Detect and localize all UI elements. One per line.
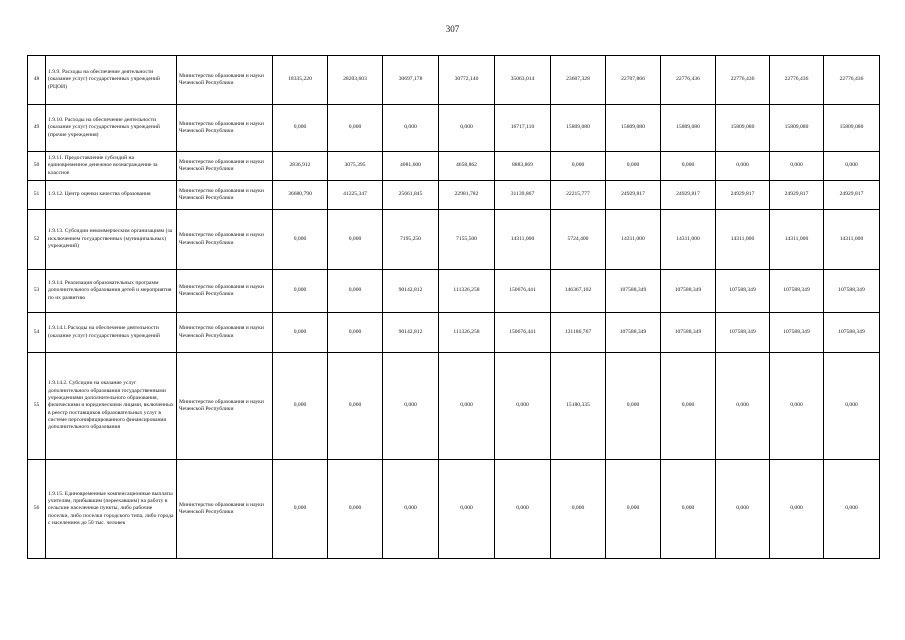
- funding-value: 0,000: [439, 105, 495, 152]
- funding-value: 0,000: [824, 460, 880, 559]
- row-number: 56: [28, 460, 46, 559]
- funding-value: 14311,000: [770, 210, 824, 270]
- activity-name: 1.9.14. Реализация образовательных программ дополнительного образования детей и мероприятия по их развитию: [46, 270, 177, 313]
- funding-value: 107588,349: [661, 313, 716, 353]
- funding-value: 0,000: [383, 105, 439, 152]
- funding-value: 0,000: [328, 353, 383, 460]
- funding-value: 14311,000: [661, 210, 716, 270]
- funding-value: 0,000: [495, 353, 551, 460]
- funding-value: 0,000: [716, 460, 770, 559]
- funding-value: 24929,817: [716, 181, 770, 210]
- funding-value: 35063,014: [495, 56, 551, 105]
- funding-value: 22981,782: [439, 181, 495, 210]
- funding-value: 0,000: [328, 210, 383, 270]
- funding-value: 22776,436: [716, 56, 770, 105]
- funding-value: 15180,335: [551, 353, 606, 460]
- funding-value: 107588,349: [606, 313, 661, 353]
- funding-value: 107588,349: [824, 313, 880, 353]
- funding-value: 8883,869: [495, 152, 551, 181]
- funding-value: 0,000: [273, 460, 328, 559]
- page-number: 307: [445, 24, 460, 34]
- funding-value: 15809,080: [551, 105, 606, 152]
- funding-value: 0,000: [770, 152, 824, 181]
- funding-value: 15809,080: [770, 105, 824, 152]
- funding-value: 16717,110: [495, 105, 551, 152]
- funding-value: 0,000: [551, 152, 606, 181]
- activity-name: 1.9.15. Единовременные компенсационные выплаты учителям, прибывшим (переехавшим) на работу в сельские населенные пункты, либо рабочие поселки, либо поселки городского типа, либо города с населением до 50 тыс. человек: [46, 460, 177, 559]
- responsible-organization: Министерство образования и науки Чеченской Республики: [177, 460, 273, 559]
- funding-value: 107588,349: [606, 270, 661, 313]
- row-number: 51: [28, 181, 46, 210]
- funding-value: 14311,000: [606, 210, 661, 270]
- funding-value: 24929,817: [661, 181, 716, 210]
- funding-value: 90142,812: [383, 270, 439, 313]
- table-row: [28, 313, 880, 353]
- funding-value: 14311,000: [824, 210, 880, 270]
- funding-value: 0,000: [383, 353, 439, 460]
- funding-value: 107588,349: [770, 313, 824, 353]
- funding-value: 4081,600: [383, 152, 439, 181]
- funding-value: 24929,817: [770, 181, 824, 210]
- funding-value: 18335,220: [273, 56, 328, 105]
- funding-value: 0,000: [606, 353, 661, 460]
- row-number: 48: [28, 56, 46, 105]
- table-row: [28, 181, 880, 210]
- funding-value: 150676,441: [495, 270, 551, 313]
- funding-value: 0,000: [328, 105, 383, 152]
- row-number: 54: [28, 313, 46, 353]
- responsible-organization: Министерство образования и науки Чеченской Республики: [177, 105, 273, 152]
- budget-table: [27, 55, 880, 559]
- funding-value: 107588,349: [661, 270, 716, 313]
- funding-value: 0,000: [328, 313, 383, 353]
- funding-value: 0,000: [273, 270, 328, 313]
- funding-value: 22215,777: [551, 181, 606, 210]
- table-row: [28, 460, 880, 559]
- funding-value: 30697,178: [383, 56, 439, 105]
- funding-value: 36680,790: [273, 181, 328, 210]
- funding-value: 150676,441: [495, 313, 551, 353]
- table-row: [28, 270, 880, 313]
- funding-value: 23607,328: [551, 56, 606, 105]
- responsible-organization: Министерство образования и науки Чеченской Республики: [177, 210, 273, 270]
- funding-value: 0,000: [770, 460, 824, 559]
- funding-value: 5724,400: [551, 210, 606, 270]
- funding-value: 107588,349: [716, 270, 770, 313]
- row-number: 50: [28, 152, 46, 181]
- funding-value: 22707,866: [606, 56, 661, 105]
- funding-value: 22776,436: [661, 56, 716, 105]
- row-number: 53: [28, 270, 46, 313]
- funding-value: 146367,102: [551, 270, 606, 313]
- funding-value: 0,000: [770, 353, 824, 460]
- funding-value: 15809,080: [824, 105, 880, 152]
- funding-value: 0,000: [606, 460, 661, 559]
- funding-value: 0,000: [551, 460, 606, 559]
- responsible-organization: Министерство образования и науки Чеченской Республики: [177, 152, 273, 181]
- funding-value: 15809,080: [661, 105, 716, 152]
- funding-value: 107588,349: [716, 313, 770, 353]
- responsible-organization: Министерство образования и науки Чеченской Республики: [177, 56, 273, 105]
- activity-name: 1.9.11. Предоставление субсидий на единовременное денежное вознаграждение за классное: [46, 152, 177, 181]
- row-number: 55: [28, 353, 46, 460]
- funding-value: 111326,258: [439, 270, 495, 313]
- funding-value: 28203,603: [328, 56, 383, 105]
- funding-value: 131186,767: [551, 313, 606, 353]
- activity-name: 1.9.12. Центр оценки качества образования: [46, 181, 177, 210]
- funding-value: 0,000: [273, 210, 328, 270]
- funding-value: 0,000: [661, 152, 716, 181]
- funding-value: 14311,000: [716, 210, 770, 270]
- funding-value: 31139,867: [495, 181, 551, 210]
- row-number: 49: [28, 105, 46, 152]
- funding-value: 22776,436: [824, 56, 880, 105]
- funding-value: 3075,395: [328, 152, 383, 181]
- funding-value: 0,000: [439, 460, 495, 559]
- funding-value: 4658,862: [439, 152, 495, 181]
- funding-value: 0,000: [495, 460, 551, 559]
- table-row: [28, 56, 880, 105]
- funding-value: 2836,912: [273, 152, 328, 181]
- funding-value: 15809,080: [716, 105, 770, 152]
- table-row: [28, 210, 880, 270]
- funding-value: 15809,080: [606, 105, 661, 152]
- activity-name: 1.9.14.2. Субсидии на оказание услуг дополнительного образования государственными учреждениями дополнительного образования, физическими и юридическими лицами, включенных в реестр поставщиков образовательных услуг в системе персонифицированного финансирования дополнительного образования: [46, 353, 177, 460]
- responsible-organization: Министерство образования и науки Чеченской Республики: [177, 270, 273, 313]
- row-number: 52: [28, 210, 46, 270]
- funding-value: 0,000: [661, 353, 716, 460]
- table-row: [28, 152, 880, 181]
- funding-value: 0,000: [273, 353, 328, 460]
- funding-value: 22776,436: [770, 56, 824, 105]
- funding-value: 0,000: [328, 270, 383, 313]
- funding-value: 0,000: [661, 460, 716, 559]
- activity-name: 1.9.13. Субсидии некоммерческим организациям (за исключением государственных (муниципальных) учреждений): [46, 210, 177, 270]
- activity-name: 1.9.10. Расходы на обеспечение деятельности (оказание услуг) государственных учреждений (прочие учреждения): [46, 105, 177, 152]
- funding-value: 41225,347: [328, 181, 383, 210]
- funding-value: 0,000: [273, 313, 328, 353]
- funding-value: 24929,817: [606, 181, 661, 210]
- funding-value: 24929,817: [824, 181, 880, 210]
- activity-name: 1.9.14.1.Расходы на обеспечение деятельности (оказание услуг) государственных учреждений: [46, 313, 177, 353]
- funding-value: 107588,349: [770, 270, 824, 313]
- funding-value: 0,000: [716, 152, 770, 181]
- funding-value: 30772,140: [439, 56, 495, 105]
- funding-value: 25661,845: [383, 181, 439, 210]
- funding-value: 14311,000: [495, 210, 551, 270]
- funding-value: 90142,812: [383, 313, 439, 353]
- table-row: [28, 105, 880, 152]
- funding-value: 0,000: [328, 460, 383, 559]
- responsible-organization: Министерство образования и науки Чеченской Республики: [177, 353, 273, 460]
- funding-value: 107588,349: [824, 270, 880, 313]
- funding-value: 0,000: [439, 353, 495, 460]
- funding-value: 0,000: [824, 152, 880, 181]
- funding-value: 0,000: [716, 353, 770, 460]
- funding-value: 7155,500: [439, 210, 495, 270]
- funding-value: 0,000: [824, 353, 880, 460]
- funding-value: 0,000: [273, 105, 328, 152]
- funding-value: 0,000: [606, 152, 661, 181]
- table-row: [28, 353, 880, 460]
- funding-value: 0,000: [383, 460, 439, 559]
- responsible-organization: Министерство образования и науки Чеченской Республики: [177, 313, 273, 353]
- activity-name: 1.9.9. Расходы на обеспечение деятельности (оказание услуг) государственных учреждений (РЦОИ): [46, 56, 177, 105]
- funding-value: 111326,258: [439, 313, 495, 353]
- responsible-organization: Министерство образования и науки Чеченской Республики: [177, 181, 273, 210]
- funding-value: 7195,250: [383, 210, 439, 270]
